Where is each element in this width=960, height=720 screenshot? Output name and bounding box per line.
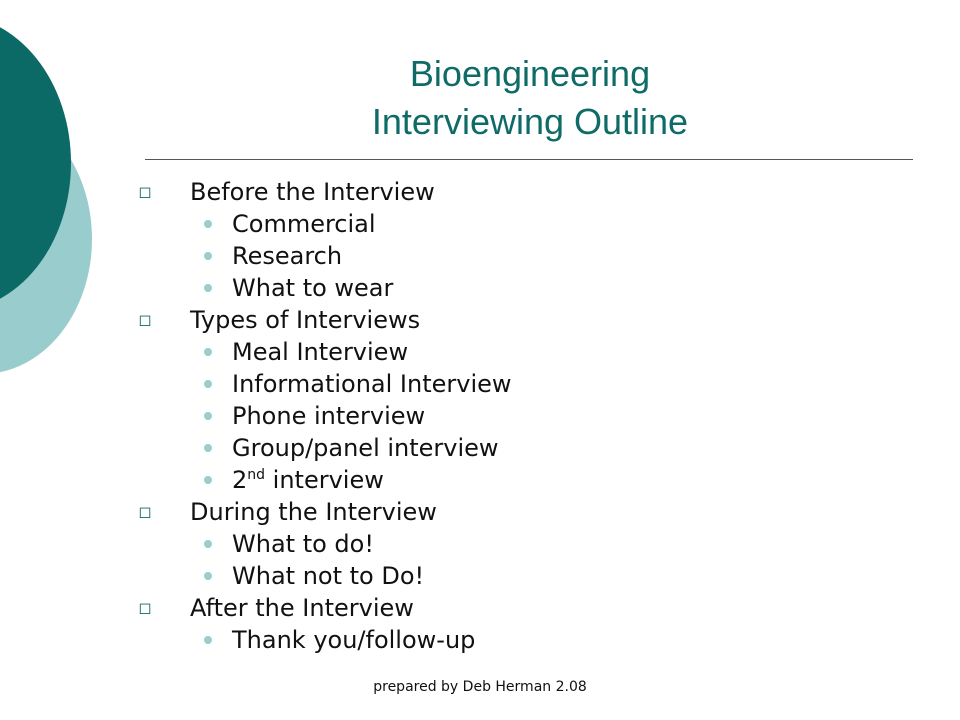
list-item-label: Research (232, 242, 343, 270)
section-after-interview (128, 592, 908, 656)
hollow-square-bullet-icon: ◻ (138, 310, 152, 329)
list-item (190, 272, 908, 304)
title-line-1: Bioengineering (409, 53, 651, 94)
ordinal-number: 2 (232, 466, 248, 494)
ordinal-text: interview (265, 466, 384, 494)
filled-circle-bullet-icon (204, 476, 212, 484)
filled-circle-bullet-icon (204, 444, 212, 452)
section-label: During the Interview (190, 498, 437, 526)
hollow-square-bullet-icon: ◻ (138, 182, 152, 201)
filled-circle-bullet-icon (204, 348, 212, 356)
list-item-label: Thank you/follow-up (232, 626, 476, 654)
list-item-label: What to wear (232, 274, 394, 302)
list-item (190, 432, 908, 464)
filled-circle-bullet-icon (204, 220, 212, 228)
list-item-label: Commercial (232, 210, 376, 238)
list-item-label: What not to Do! (232, 562, 425, 590)
slide-title (150, 50, 910, 146)
ordinal-suffix: nd (247, 467, 266, 483)
section-types-of-interviews (128, 304, 908, 496)
list-item (190, 208, 908, 240)
list-item-label: Group/panel interview (232, 434, 499, 462)
slide-footer: prepared by Deb Herman 2.08 (373, 679, 587, 695)
sub-list (190, 336, 908, 496)
section-before-interview (128, 176, 908, 304)
section-label: Before the Interview (190, 178, 435, 206)
list-item (190, 336, 908, 368)
filled-circle-bullet-icon (204, 540, 212, 548)
section-during-interview (128, 496, 908, 592)
list-item (190, 624, 908, 656)
sub-list (190, 624, 908, 656)
filled-circle-bullet-icon (204, 636, 212, 644)
list-item (190, 560, 908, 592)
filled-circle-bullet-icon (204, 572, 212, 580)
hollow-square-bullet-icon: ◻ (138, 598, 152, 617)
list-item-label: Meal Interview (232, 338, 409, 366)
hollow-square-bullet-icon: ◻ (138, 502, 152, 521)
filled-circle-bullet-icon (204, 284, 212, 292)
sub-list (190, 528, 908, 592)
list-item (190, 368, 908, 400)
list-item (190, 240, 908, 272)
list-item (190, 400, 908, 432)
list-item-label: What to do! (232, 530, 374, 558)
filled-circle-bullet-icon (204, 412, 212, 420)
list-item-second-interview (190, 464, 908, 496)
filled-circle-bullet-icon (204, 380, 212, 388)
list-item-label: Informational Interview (232, 370, 512, 398)
list-item-label: Phone interview (232, 402, 426, 430)
title-divider (145, 159, 913, 160)
sub-list (190, 208, 908, 304)
outline-list (128, 176, 908, 656)
title-line-2: Interviewing Outline (371, 101, 689, 142)
list-item (190, 528, 908, 560)
section-label: After the Interview (190, 594, 414, 622)
filled-circle-bullet-icon (204, 252, 212, 260)
section-label: Types of Interviews (190, 306, 421, 334)
